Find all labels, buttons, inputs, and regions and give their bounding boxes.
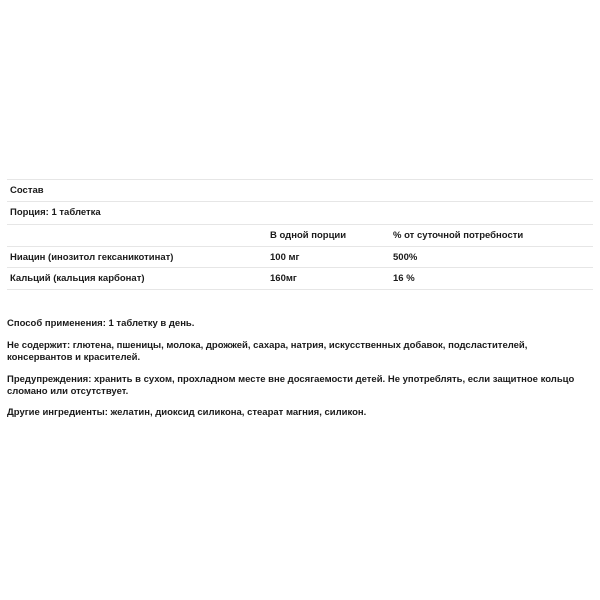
table-title-row [7, 180, 593, 202]
warnings-paragraph: Предупреждения: хранить в сухом, прохладном месте вне досягаемости детей. Не употреблять, если защитное кольцо сломано или отсутствует. [7, 374, 575, 397]
nutrient-amount: 160мг [270, 273, 297, 285]
serving-size: Порция: 1 таблетка [10, 206, 101, 218]
nutrient-dv: 16 % [393, 273, 415, 285]
composition-table [7, 179, 593, 290]
nutrient-amount: 100 мг [270, 251, 300, 263]
nutrient-name: Ниацин (инозитол гексаникотинат) [10, 251, 174, 263]
nutrient-name: Кальций (кальция карбонат) [10, 273, 145, 285]
nutrient-dv: 500% [393, 251, 418, 263]
serving-row [7, 202, 593, 226]
table-row [7, 268, 593, 290]
header-daily-value: % от суточной потребности [393, 230, 524, 242]
table-title: Состав [10, 185, 44, 196]
other-ingredients-paragraph: Другие ингредиенты: желатин, диоксид силикона, стеарат магния, силикон. [7, 407, 367, 418]
table-header-row [7, 225, 593, 247]
header-per-serving: В одной порции [270, 230, 347, 242]
table-row [7, 247, 593, 269]
usage-paragraph: Способ применения: 1 таблетку в день. [7, 318, 195, 329]
free-from-paragraph: Не содержит: глютена, пшеницы, молока, дрожжей, сахара, натрия, искусственных добавок, подсластителей, консервантов и красителей. [7, 340, 528, 363]
